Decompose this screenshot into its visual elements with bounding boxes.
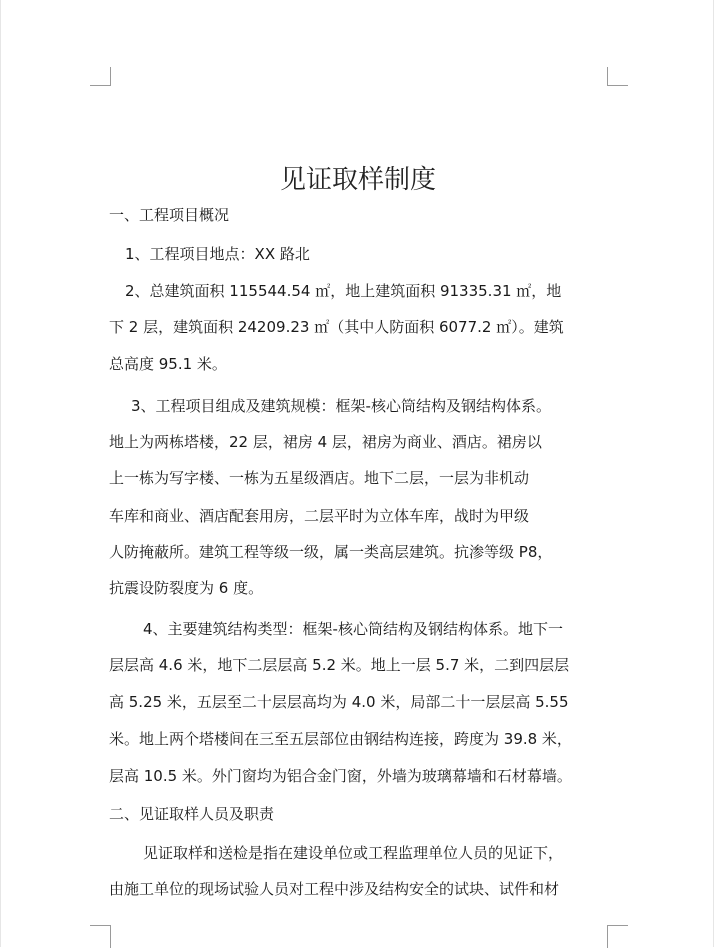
paragraph-line: 总高度 95.1 米。	[109, 355, 227, 373]
margin-corner-bottom-right	[607, 925, 628, 948]
margin-corner-top-left	[90, 67, 111, 86]
section-heading-personnel: 二、见证取样人员及职责	[109, 805, 275, 823]
paragraph-line: 米。地上两个塔楼间在三至五层部位由钢结构连接，跨度为 39.8 米，	[109, 730, 572, 748]
paragraph-line: 车库和商业、酒店配套用房，二层平时为立体车库，战时为甲级	[109, 507, 530, 525]
paragraph-line: 层高 10.5 米。外门窗均为铝合金门窗，外墙为玻璃幕墙和石材幕墙。	[109, 767, 572, 785]
paragraph-line: 层层高 4.6 米，地下二层层高 5.2 米。地上一层 5.7 米，二到四层层	[109, 656, 570, 674]
margin-corner-bottom-left	[90, 925, 111, 948]
paragraph-line: 人防掩蔽所。建筑工程等级一级，属一类高层建筑。抗渗等级 P8，	[109, 543, 553, 561]
paragraph-line: 3、工程项目组成及建筑规模：框架-核心筒结构及钢结构体系。	[131, 397, 551, 415]
paragraph-line: 抗震设防裂度为 6 度。	[109, 579, 264, 597]
paragraph-line: 1、工程项目地点：XX 路北	[125, 245, 310, 263]
paragraph-line: 见证取样和送检是指在建设单位或工程监理单位人员的见证下，	[143, 844, 564, 862]
paragraph-line: 2、总建筑面积 115544.54 ㎡，地上建筑面积 91335.31 ㎡，地	[125, 282, 562, 300]
paragraph-line: 上一栋为写字楼、一栋为五星级酒店。地下二层，一层为非机动	[109, 469, 530, 487]
paragraph-line: 下 2 层，建筑面积 24209.23 ㎡（其中人防面积 6077.2 ㎡）。建筑	[109, 318, 564, 336]
paragraph-line: 地上为两栋塔楼，22 层，裙房 4 层，裙房为商业、酒店。裙房以	[109, 433, 542, 451]
document-title: 见证取样制度	[279, 165, 436, 195]
paragraph-line: 高 5.25 米，五层至二十层层高均为 4.0 米，局部二十一层层高 5.55	[109, 693, 569, 711]
paragraph-line: 4、主要建筑结构类型：框架-核心筒结构及钢结构体系。地下一	[143, 620, 563, 638]
margin-corner-top-right	[607, 67, 628, 86]
section-heading-overview: 一、工程项目概况	[109, 206, 230, 224]
paragraph-line: 由施工单位的现场试验人员对工程中涉及结构安全的试块、试件和材	[109, 880, 560, 898]
